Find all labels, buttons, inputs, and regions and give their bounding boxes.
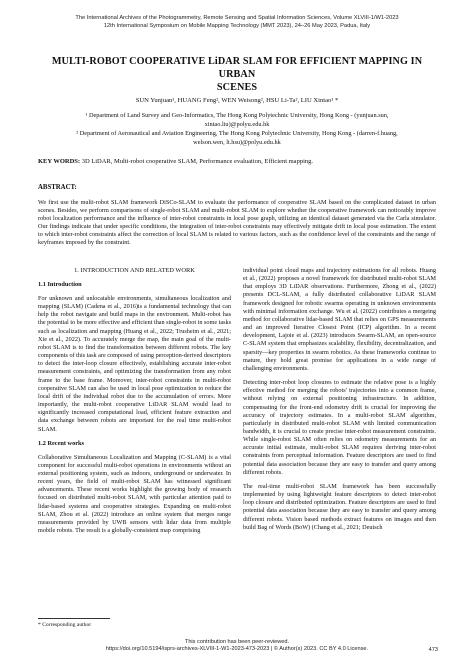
section-heading-introduction: 1. INTRODUCTION AND RELATED WORK [74,267,195,274]
affiliation-2 [40,130,434,147]
affiliation-1-line-2: xintao.liu)@polyu.edu.hk [204,120,270,128]
abstract-text: We first use the multi-robot SLAM framework DiSCo-SLAM to evaluate the performance of cooperative SLAM based on the complicated dataset in urban scenes. Besides, we perform comparisons of single-robot SLAM and multi-robot SLAM to explore whether the cooperative framework can noticeably improve robot localization performance and the influence of inter-robot constraints in local pose graph, utilizing an identical dataset generated via the Carla simulator. Our findings indicate that under specific conditions, the integration of inter-robot constraints may effectively mitigate drift in local pose estimation. The extent to which inter-robot constraints affect the correction of local SLAM is related to various factors, such as the confidence level of the constraints and the range of keyframes imposed by the constraint. [38,199,436,247]
affiliation-1-line-1: ¹ Department of Land Survey and Geo-Informatics, The Hong Kong Polytechnic University, Hong Kong - (yunjuan.sun, [85,112,389,119]
affiliation-1 [40,112,434,129]
author-list: SUN Yunjuan¹, HUANG Feng², WEN Weisong², HSU Li-Ta², LIU Xintao¹ * [135,97,339,104]
affiliation-2-line-2: welson.wen, lt.hsu)@polyu.edu.hk [193,138,281,146]
header-line-1: The International Archives of the Photogrammetry, Remote Sensing and Spatial Information Sciences, Volume XLVIII-1/W1-2023 [75,15,399,21]
footnote-divider [38,618,110,619]
header-line-2: 12th International Symposium on Mobile Mapping Technology (MMT 2023), 24–26 May 2023, Padua, Italy [103,22,371,29]
paragraph: For unknown and unlocatable environments, simultaneous localization and mapping (SLAM) (Cadena et al., 2016)is a fundamental technology that can help the robot navigate and build maps in the environment. Multi-robot has the potential to be more effective and efficient than single-robot in some tasks such as localization and mapping (Huang et al., 2022; Trusheim et al., 2021; Xie et al., 2022). To accurately merge the map, the main goal of the multi-robot SLAM is to find the transformation between different robots. The key components of this task are composed of using perception-derived descriptors to detect the inter-loop closure effectively, establishing accurate inter-robot measurement constraints, and optimizing the transformation from any robot frame to the base frame. Moreover, inter-robot constraints in multi-robot cooperative SLAM can also be used in local pose optimization to reduce the local drift of the individual robot due to the accumulation of errors. More importantly, the multi-robot cooperative LiDAR SLAM would lead to significantly increased computational load, efficient feature extraction and data exchange between robots are important for the real time multi-robot SLAM. [38,295,231,433]
footer-doi-link[interactable]: https://doi.org/10.5194/isprs-archives-XLVIII-1-W1-2023-473-2023 | © Author(s) 2023. CC BY 4.0 License. [105,646,369,653]
title-line-1: MULTI-ROBOT COOPERATIVE LiDAR SLAM FOR EFFICIENT MAPPING IN URBAN [51,56,423,80]
page-number: 473 [428,647,438,653]
subsection-heading-introduction: 1.1 Introduction [38,281,82,288]
paragraph: Collaborative Simultaneous Localization and Mapping (C-SLAM) is a vital component for successful multi-robot operations in environments without an external positioning system, such as indoors, underground or underwater. In recent years, the field of multi-robot SLAM has witnessed significant advancements. These recent works highlight the growing body of research focused on distributed multi-robot SLAM, with particular attention paid to lidar-based systems and cooperative strategies. Expanding on multi-robot SLAM, Zhou et al. (2022) introduce an online system that merges range measurements provided by UWB sensors with lidar data from multiple mobile robots. The result is a globally-consistent map comprising [38,453,231,535]
keywords-text: 3D LiDAR, Multi-robot cooperative SLAM, Performance evaluation, Efficient mapping. [80,158,313,165]
subsection-heading-recent-works: 1.2 Recent works [38,439,84,447]
paper-title [40,55,434,94]
footnote-corresponding-author: * Corresponding author [38,622,92,628]
left-column [38,267,231,541]
footer-peer-review: This contribution has been peer-reviewed. [184,639,290,645]
keywords-label: KEY WORDS: [38,158,81,165]
paragraph: The real-time multi-robot SLAM framework has been successfully implemented by using lightweight feature descriptors to detect inter-robot loop closure and distributed optimization. Feature descriptors are used to find potential data association because they are easy to transfer and query among different robots. Vision based methods extract features on images and then build Bag of Words (BoW) (Chang et al., 2021; Deutsch [243,482,436,531]
paragraph: Detecting inter-robot loop closures to estimate the relative pose is a highly effective method for merging the robots' trajectories into a common frame, without relying on external positioning infrastructure. In addition, compensating for the front-end odometry drift is crucial for improving the accuracy of trajectory estimates. In a multi-robot SLAM algorithm, particularly in distributed multi-robot SLAM with limited communication bandwidth, it is crucial to create precise inter-robot measurement constraints. While single-robot SLAM often relies on odometry measurements for an accurate initial estimate, multi-robot SLAM requires deriving inter-robot constraints from perceptual information. Feature descriptors are used to find potential data association because they are easy to transfer and query among different robots. [243,379,436,476]
running-header [20,15,454,30]
right-column [243,267,436,538]
title-line-2: SCENES [216,82,258,93]
abstract-heading: ABSTRACT: [38,184,77,191]
paragraph: individual point cloud maps and trajectory estimations for all robots. Huang et al., (2022) proposes a novel framework for distributed multi-robot SLAM that employs 3D LiDAR observations. Furthermore, Zhong et al., (2022) presents DCL-SLAM, a fully distributed collaborative LiDAR SLAM framework designed for robotic swarms operating in unknown environments with minimal information exchange. Wu et al. (2022) contributes a mergeing method for collaborative lidar-based SLAM that relies on GPS measurements and an improved Iterative Closest Point (ICP) algorithm. In a recent development, Lajoie et al. (2023) introduces Swarm-SLAM, an open-source C-SLAM system that emphasizes scalability, flexibility, decentralization, and sparsity—key properties in swarm robotics. As these frameworks continue to mature, they hold great promise for applications in a wide range of challenging environments. [243,267,436,372]
page-footer [20,639,454,654]
keywords [38,158,438,167]
affiliation-2-line-1: ² Department of Aeronautical and Aviation Engineering, The Hong Kong Polytechnic University, Hong Kong - (darren-f.huang, [76,130,398,137]
